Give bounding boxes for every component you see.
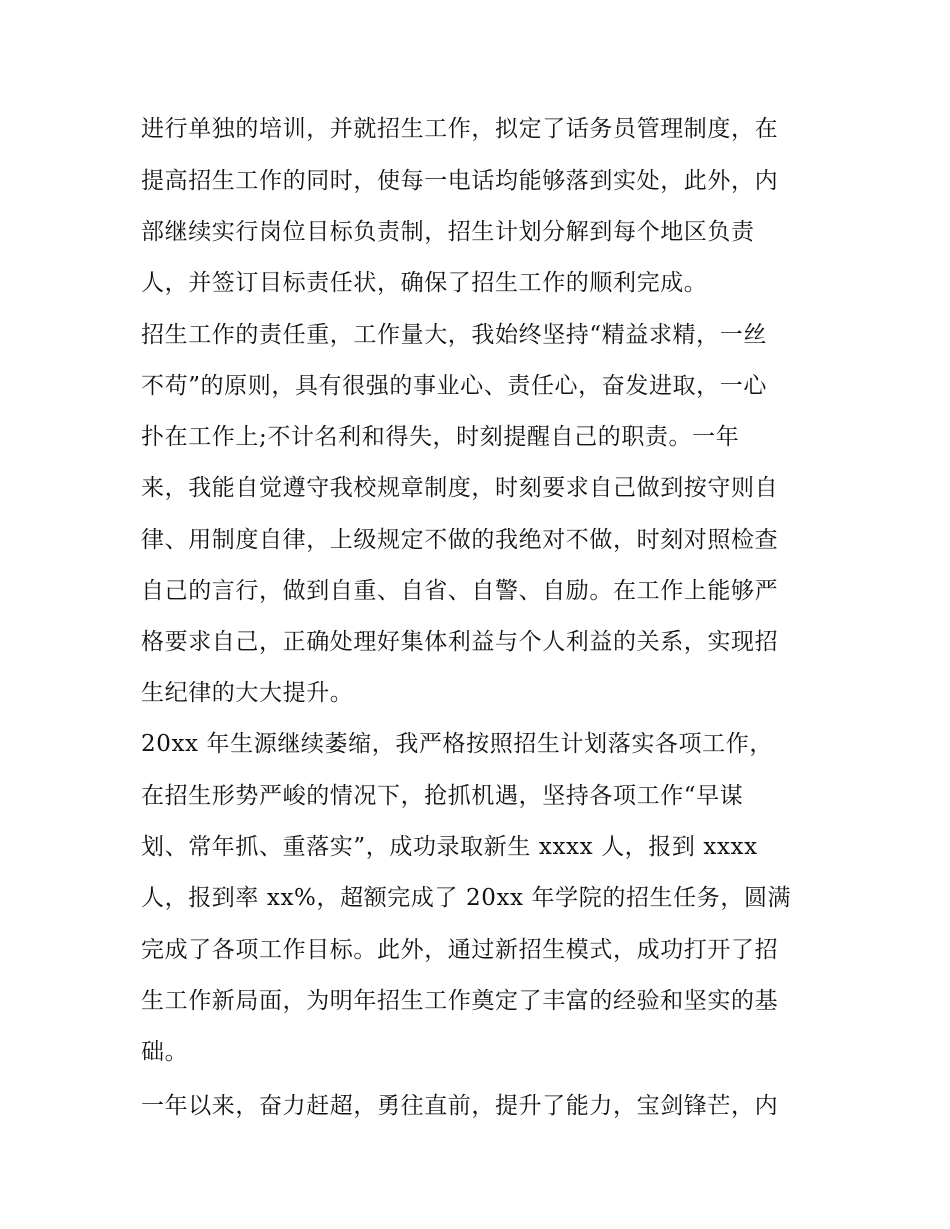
text-line: 招生工作的责任重，工作量大，我始终坚持“精益求精，一丝 xyxy=(141,322,767,348)
text-line: 一年以来，奋力赶超，勇往直前，提升了能力，宝剑锋芒，内 xyxy=(141,1093,779,1119)
text-line: 提高招生工作的同时，使每一电话均能够落到实处，此外，内 xyxy=(141,168,779,194)
text-line: 人，报到率 xx%，超额完成了 20xx 年学院的招生任务，圆满 xyxy=(141,885,792,911)
text-line: 人，并签订目标责任状，确保了招生工作的顺利完成。 xyxy=(141,270,708,296)
text-line: 在招生形势严峻的情况下，抢抓机遇，坚持各项工作“早谋 xyxy=(141,783,744,809)
text-line: 进行单独的培训，并就招生工作，拟定了话务员管理制度，在 xyxy=(141,116,779,142)
text-line: 完成了各项工作目标。此外，通过新招生模式，成功打开了招 xyxy=(141,937,779,963)
text-line: 来，我能自觉遵守我校规章制度，时刻要求自己做到按守则自 xyxy=(141,475,779,501)
text-line: 自己的言行，做到自重、自省、自警、自励。在工作上能够严 xyxy=(141,578,779,604)
text-line: 20xx 年生源继续萎缩，我严格按照招生计划落实各项工作， xyxy=(141,731,773,757)
text-line: 扑在工作上;不计名利和得失，时刻提醒自己的职责。一年 xyxy=(141,424,740,450)
text-line: 部继续实行岗位目标负责制，招生计划分解到每个地区负责 xyxy=(141,219,755,245)
text-line: 划、常年抓、重落实”，成功录取新生 xxxx 人，报到 xxxx xyxy=(141,834,758,860)
text-line: 格要求自己，正确处理好集体利益与个人利益的关系，实现招 xyxy=(141,629,779,655)
text-line: 础。 xyxy=(141,1039,189,1065)
text-line: 生工作新局面，为明年招生工作奠定了丰富的经验和坚实的基 xyxy=(141,988,779,1014)
text-line: 不苟”的原则，具有很强的事业心、责任心，奋发进取，一心 xyxy=(141,373,767,399)
text-line: 生纪律的大大提升。 xyxy=(141,680,354,706)
text-line: 律、用制度自律，上级规定不做的我绝对不做，时刻对照检查 xyxy=(141,527,779,553)
